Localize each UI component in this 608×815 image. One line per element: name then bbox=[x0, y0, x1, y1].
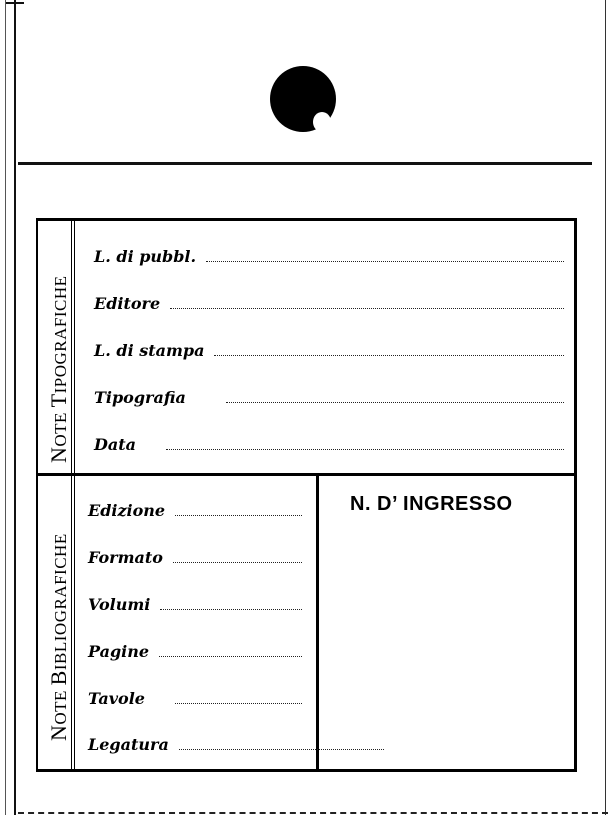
fill-line[interactable] bbox=[159, 644, 302, 657]
field-label: Data bbox=[94, 435, 136, 454]
tear-line bbox=[18, 162, 592, 165]
field-label: L. di stampa bbox=[94, 341, 205, 360]
field-luogo-pubblicazione bbox=[94, 247, 564, 266]
card-left-edge bbox=[14, 0, 16, 815]
fill-line[interactable] bbox=[170, 296, 564, 309]
fill-line[interactable] bbox=[175, 503, 302, 516]
field-luogo-stampa bbox=[94, 341, 564, 360]
field-label: Pagine bbox=[88, 642, 150, 661]
field-label: Tavole bbox=[88, 689, 145, 708]
fill-line[interactable] bbox=[226, 390, 564, 403]
field-data bbox=[94, 435, 564, 454]
fill-line[interactable] bbox=[179, 737, 384, 750]
fill-line[interactable] bbox=[160, 597, 302, 610]
note-bibliografiche-heading: NOTE BIBLIOGRAFICHE bbox=[46, 533, 71, 741]
section-divider bbox=[38, 473, 574, 476]
fill-line[interactable] bbox=[173, 550, 302, 563]
field-volumi bbox=[88, 595, 302, 614]
fill-line[interactable] bbox=[214, 343, 564, 356]
fill-line[interactable] bbox=[175, 691, 302, 704]
ingresso-divider bbox=[316, 476, 319, 769]
catalog-form bbox=[36, 218, 577, 772]
fill-line[interactable] bbox=[166, 437, 564, 450]
field-label: L. di pubbl. bbox=[94, 247, 197, 266]
field-label: Formato bbox=[88, 548, 163, 567]
field-tavole bbox=[88, 689, 302, 708]
numero-ingresso-label: N. D’ INGRESSO bbox=[350, 493, 513, 515]
field-label: Legatura bbox=[88, 735, 169, 754]
field-label: Volumi bbox=[88, 595, 151, 614]
card-right-edge bbox=[605, 0, 606, 815]
card-corner-mark bbox=[6, 2, 24, 4]
punch-hole-notch bbox=[313, 112, 331, 132]
card-left-edge-shadow bbox=[5, 0, 6, 815]
field-label: Edizione bbox=[88, 501, 166, 520]
card-bottom-edge bbox=[18, 812, 608, 814]
fill-line[interactable] bbox=[206, 249, 564, 262]
field-label: Tipografia bbox=[94, 388, 186, 407]
field-editore bbox=[94, 294, 564, 313]
note-tipografiche-heading: NOTE TIPOGRAFICHE bbox=[46, 275, 71, 463]
field-edizione bbox=[88, 501, 302, 520]
field-legatura bbox=[88, 735, 384, 754]
field-label: Editore bbox=[94, 294, 161, 313]
field-formato bbox=[88, 548, 302, 567]
field-pagine bbox=[88, 642, 302, 661]
field-tipografia bbox=[94, 388, 564, 407]
